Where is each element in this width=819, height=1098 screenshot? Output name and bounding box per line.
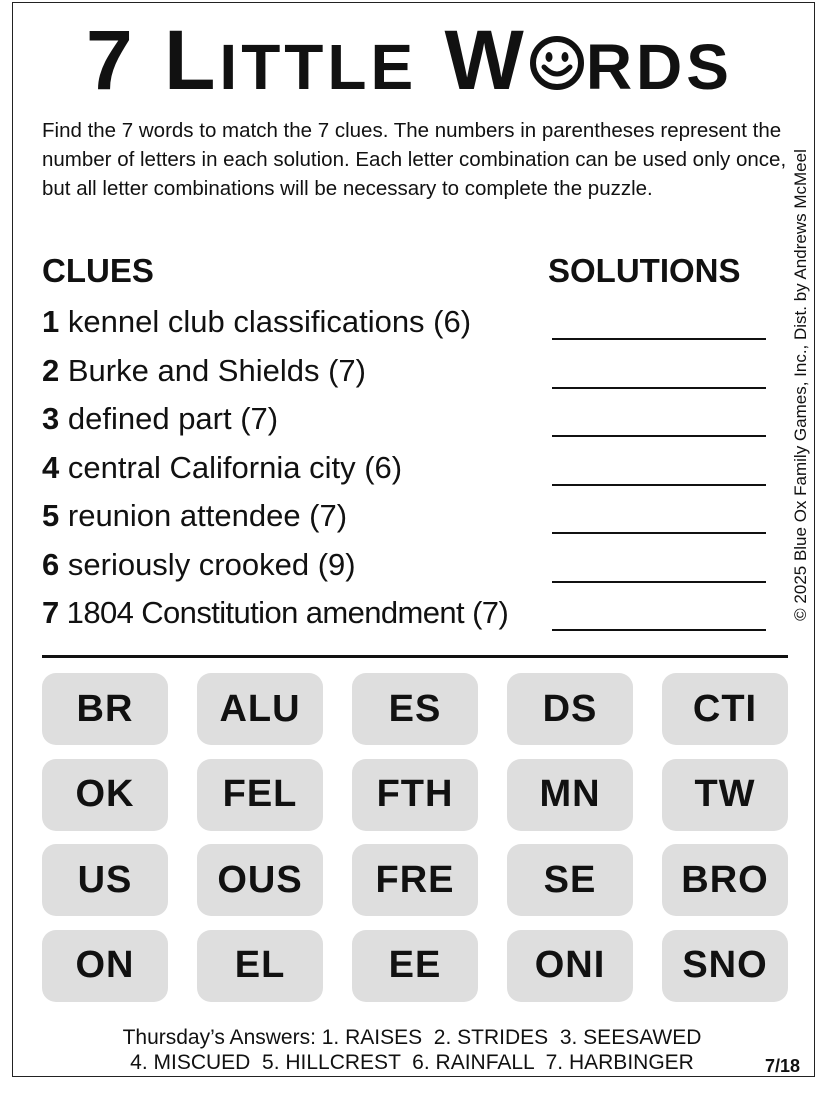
letter-tile[interactable]: OK bbox=[42, 759, 168, 831]
instructions-text: Find the 7 words to match the 7 clues. The numbers in parentheses represent the number of letters in each solution. Each letter combination can be used only once, but all letter combinations will be necessary to complete the puzzle. bbox=[42, 119, 787, 200]
clue-text: reunion attendee (7) bbox=[67, 498, 348, 533]
solution-blank-5[interactable] bbox=[552, 532, 766, 534]
clue-text: defined part (7) bbox=[67, 401, 279, 436]
clue-number: 3 bbox=[42, 401, 60, 436]
clue-3 bbox=[42, 401, 278, 437]
solution-blank-1[interactable] bbox=[552, 338, 766, 340]
solution-blank-2[interactable] bbox=[552, 387, 766, 389]
solution-blank-3[interactable] bbox=[552, 435, 766, 437]
clue-number: 6 bbox=[42, 546, 60, 582]
clue-text: kennel club classifications (6) bbox=[67, 304, 472, 339]
clue-number: 7 bbox=[42, 595, 59, 630]
letter-tile[interactable]: TW bbox=[662, 759, 788, 831]
smiley-face-icon bbox=[529, 20, 585, 104]
clues-heading: CLUES bbox=[42, 252, 154, 289]
letter-tile[interactable]: BRO bbox=[662, 844, 788, 916]
copyright-notice: © 2025 Blue Ox Family Games, Inc., Dist. by Andrews McMeel bbox=[791, 149, 810, 621]
solution-blank-7[interactable] bbox=[552, 629, 766, 631]
letter-tile[interactable]: CTI bbox=[662, 673, 788, 745]
clue-text: central California city (6) bbox=[67, 449, 403, 485]
clue-number: 4 bbox=[42, 449, 60, 485]
clue-2 bbox=[42, 353, 366, 389]
clue-6 bbox=[42, 547, 356, 583]
letter-tile[interactable]: FRE bbox=[352, 844, 478, 916]
letter-tile[interactable]: US bbox=[42, 844, 168, 916]
letter-tile[interactable]: DS bbox=[507, 673, 633, 745]
letter-tile[interactable]: MN bbox=[507, 759, 633, 831]
title-word2-initial: W bbox=[444, 13, 528, 107]
previous-answers-line-2: 4. MISCUED 5. HILLCREST 6. RAINFALL 7. HARBINGER bbox=[130, 1051, 694, 1074]
letter-tile[interactable]: ES bbox=[352, 673, 478, 745]
clue-4 bbox=[42, 450, 402, 486]
solution-blank-6[interactable] bbox=[552, 581, 766, 583]
divider bbox=[42, 655, 788, 658]
clue-7 bbox=[42, 595, 508, 631]
clue-number: 2 bbox=[42, 352, 60, 388]
letter-tile[interactable]: FTH bbox=[352, 759, 478, 831]
title-word1-rest: ITTLE bbox=[219, 31, 418, 103]
title-word2-rest: RDS bbox=[585, 31, 733, 103]
letter-tile[interactable]: ON bbox=[42, 930, 168, 1002]
clue-text: seriously crooked (9) bbox=[67, 546, 356, 582]
solutions-heading: SOLUTIONS bbox=[548, 252, 741, 289]
letter-tile[interactable]: BR bbox=[42, 673, 168, 745]
letter-tile[interactable]: EL bbox=[197, 930, 323, 1002]
clue-number: 5 bbox=[42, 498, 60, 533]
letter-tile[interactable]: FEL bbox=[197, 759, 323, 831]
letter-tile[interactable]: ONI bbox=[507, 930, 633, 1002]
title-word1-initial: L bbox=[164, 13, 220, 107]
clue-text: 1804 Constitution amendment (7) bbox=[66, 595, 509, 630]
solution-blank-4[interactable] bbox=[552, 484, 766, 486]
clue-text: Burke and Shields (7) bbox=[67, 352, 366, 388]
letter-tile[interactable]: SNO bbox=[662, 930, 788, 1002]
letter-tile-grid bbox=[42, 673, 788, 1003]
clue-5 bbox=[42, 498, 347, 534]
puzzle-title bbox=[0, 13, 819, 107]
clue-1 bbox=[42, 304, 471, 340]
clue-number: 1 bbox=[42, 304, 60, 339]
letter-tile[interactable]: ALU bbox=[197, 673, 323, 745]
title-number: 7 bbox=[86, 13, 137, 107]
letter-tile[interactable]: OUS bbox=[197, 844, 323, 916]
previous-answers bbox=[62, 1025, 762, 1075]
letter-tile[interactable]: EE bbox=[352, 930, 478, 1002]
previous-answers-line-1: Thursday’s Answers: 1. RAISES 2. STRIDES 3. SEESAWED bbox=[122, 1026, 702, 1049]
letter-tile[interactable]: SE bbox=[507, 844, 633, 916]
puzzle-date: 7/18 bbox=[765, 1056, 801, 1076]
